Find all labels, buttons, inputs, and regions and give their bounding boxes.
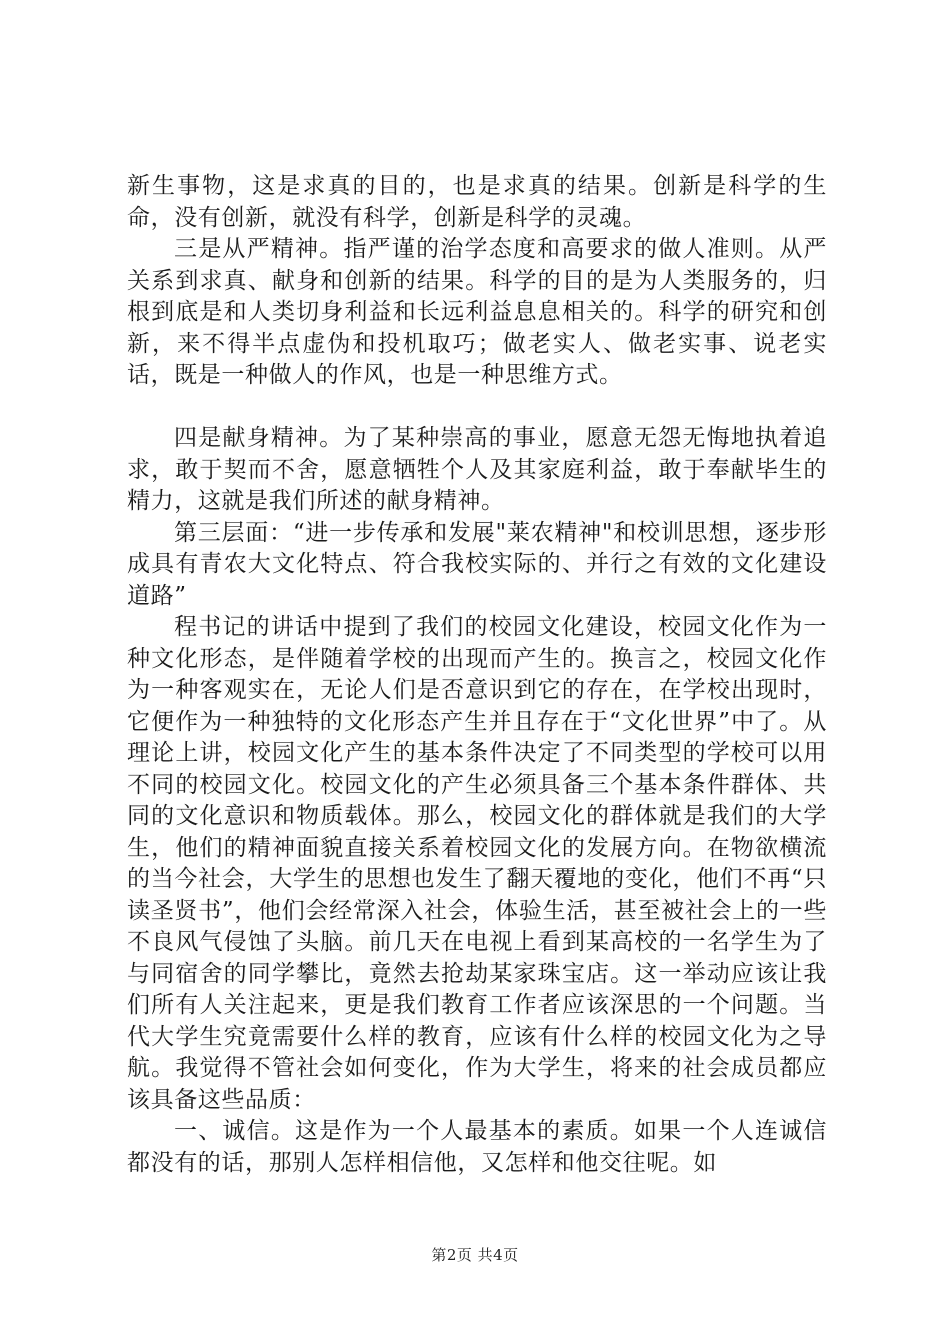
- paragraph-third-level-heading: 第三层面：“进一步传承和发展"莱农精神"和校训思想，逐步形成具有青农大文化特点、符合我校实际的、并行之有效的文化建设道路”: [127, 519, 827, 609]
- paragraph-dedication-spirit: 四是献身精神。为了某种崇高的事业，愿意无怨无悔地执着追求，敢于契而不舍，愿意牺牲个人及其家庭利益，敢于奉献毕生的精力，这就是我们所述的献身精神。: [127, 425, 827, 514]
- paragraph-integrity: 一、诚信。这是作为一个人最基本的素质。如果一个人连诚信都没有的话，那别人怎样相信他，又怎样和他交往呢。如: [127, 1118, 827, 1176]
- document-body: [127, 171, 827, 1179]
- paragraph-campus-culture: 程书记的讲话中提到了我们的校园文化建设，校园文化作为一种文化形态，是伴随着学校的出现而产生的。换言之，校园文化作为一种客观实在，无论人们是否意识到它的存在，在学校出现时，它便作为一种独特的文化形态产生并且存在于“文化世界”中了。从理论上讲，校园文化产生的基本条件决定了不同类型的学校可以用不同的校园文化。校园文化的产生必须具备三个基本条件群体、共同的文化意识和物质载体。那么，校园文化的群体就是我们的大学生，他们的精神面貌直接关系着校园文化的发展方向。在物欲横流的当今社会，大学生的思想也发生了翻天覆地的变化，他们不再“只读圣贤书”，他们会经常深入社会，体验生活，甚至被社会上的一些不良风气侵蚀了头脑。前几天在电视上看到某高校的一名学生为了与同宿舍的同学攀比，竟然去抢劫某家珠宝店。这一举动应该让我们所有人关注起来，更是我们教育工作者应该深思的一个问题。当代大学生究竟需要什么样的教育，应该有什么样的校园文化为之导航。我觉得不管社会如何变化，作为大学生，将来的社会成员都应该具备这些品质：: [127, 614, 827, 1113]
- page-footer: 第2页 共4页: [431, 1246, 519, 1264]
- paragraph-continuation: 新生事物，这是求真的目的，也是求真的结果。创新是科学的生命，没有创新，就没有科学，创新是科学的灵魂。: [127, 173, 827, 231]
- paragraph-rigor-spirit: 三是从严精神。指严谨的治学态度和高要求的做人准则。从严关系到求真、献身和创新的结果。科学的目的是为人类服务的，归根到底是和人类切身利益和长远利益息息相关的。科学的研究和创新，来不得半点虚伪和投机取巧；做老实人、做老实事、说老实话，既是一种做人的作风，也是一种思维方式。: [127, 236, 827, 388]
